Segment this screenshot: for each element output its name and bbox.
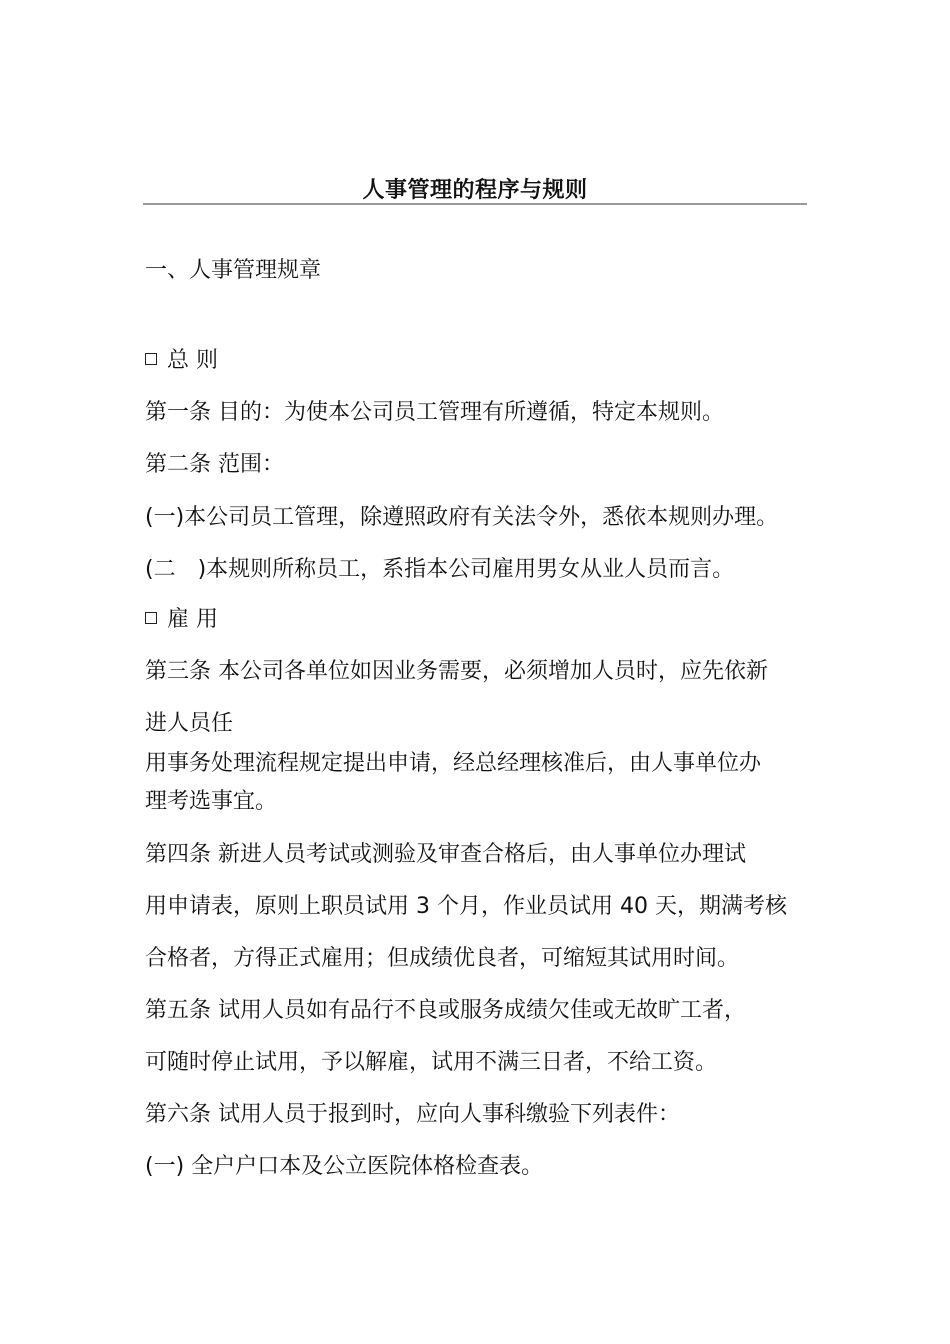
article-6-item-1: (一) 全户户口本及公立医院体格检查表。 bbox=[145, 1154, 544, 1179]
article-6: 第六条 试用人员于报到时，应向人事科缴验下列表件： bbox=[145, 1102, 680, 1127]
subsection-employment bbox=[145, 605, 218, 635]
article-4-line-1: 第四条 新进人员考试或测验及审查合格后，由人事单位办理试 bbox=[145, 842, 746, 867]
subsection-general-label: 总 则 bbox=[167, 348, 218, 373]
document-title: 人事管理的程序与规则 bbox=[362, 178, 588, 203]
section-heading: 一、人事管理规章 bbox=[145, 258, 322, 283]
checkbox-bullet-icon bbox=[145, 353, 157, 365]
article-4-line-2: 用申请表，原则上职员试用 3 个月，作业员试用 40 天，期满考核 bbox=[145, 894, 787, 919]
article-5-line-1: 第五条 试用人员如有品行不良或服务成绩欠佳或无故旷工者， bbox=[145, 998, 746, 1023]
subsection-employment-label: 雇 用 bbox=[167, 607, 218, 632]
article-3-line-1: 第三条 本公司各单位如因业务需要，必须增加人员时，应先依新 bbox=[145, 659, 768, 684]
article-2-item-2: (二 )本规则所称员工，系指本公司雇用男女从业人员而言。 bbox=[145, 557, 735, 582]
article-2: 第二条 范围： bbox=[145, 452, 284, 477]
article-3-line-2: 进人员任 bbox=[145, 711, 234, 736]
checkbox-bullet-icon bbox=[145, 612, 157, 624]
article-5-line-2: 可随时停止试用，予以解雇，试用不满三日者，不给工资。 bbox=[145, 1050, 718, 1075]
article-4-line-3: 合格者，方得正式雇用；但成绩优良者，可缩短其试用时间。 bbox=[145, 946, 740, 971]
title-underline bbox=[143, 203, 807, 205]
subsection-general bbox=[145, 346, 218, 376]
article-3-line-3: 用事务处理流程规定提出申请，经总经理核准后，由人事单位办 bbox=[145, 751, 762, 776]
article-1: 第一条 目的：为使本公司员工管理有所遵循，特定本规则。 bbox=[145, 400, 724, 425]
article-2-item-1: (一)本公司员工管理，除遵照政府有关法令外，悉依本规则办理。 bbox=[145, 505, 779, 530]
article-3-line-4: 理考选事宜。 bbox=[145, 789, 278, 814]
